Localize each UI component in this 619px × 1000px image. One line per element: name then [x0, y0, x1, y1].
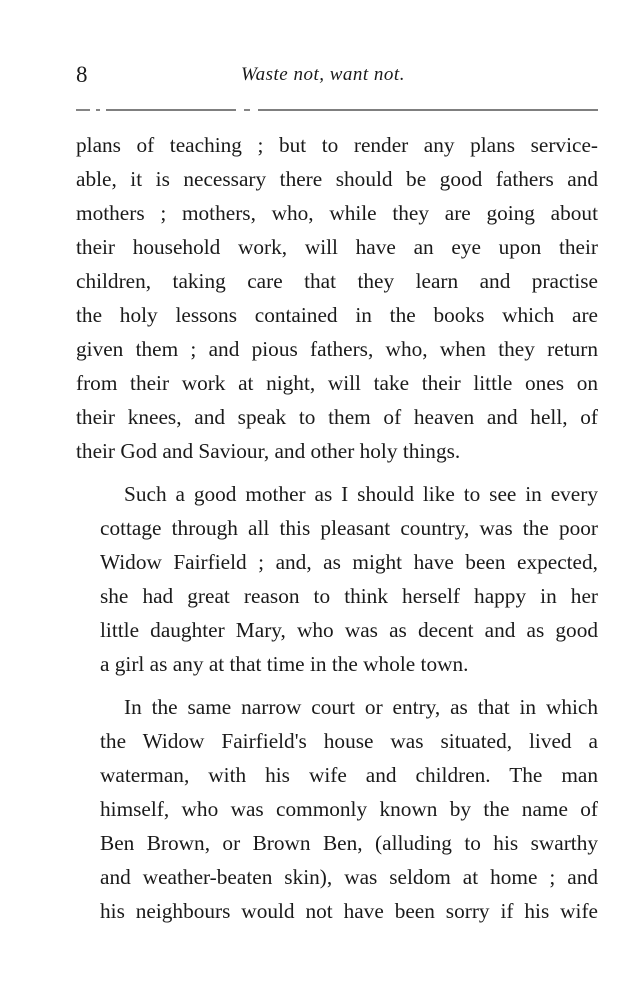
text-line: and weather-beaten skin), was seldom at home ; and: [100, 865, 598, 889]
text-line: cottage through all this pleasant country, was the poor: [100, 516, 598, 540]
text-line: Widow Fairfield ; and, as might have been expected,: [100, 550, 598, 574]
text-line: their God and Saviour, and other holy things.: [76, 439, 461, 463]
header-rule: [76, 108, 598, 112]
text-line: from their work at night, will take their little ones on: [76, 371, 598, 395]
text-line: himself, who was commonly known by the name of: [100, 797, 598, 821]
text-line: able, it is necessary there should be good fathers and: [76, 167, 598, 191]
running-title: Waste not, want not.: [241, 64, 405, 85]
text-line: waterman, with his wife and children. The man: [100, 763, 598, 787]
paragraph-3: [76, 690, 598, 928]
text-line: plans of teaching ; but to render any plans service-: [76, 133, 598, 157]
text-line: his neighbours would not have been sorry if his wife: [100, 899, 598, 923]
text-line: their household work, will have an eye upon their: [76, 235, 598, 259]
page-header: [76, 62, 598, 92]
body-text: [76, 128, 598, 937]
page-number: 8: [76, 62, 88, 87]
text-line: children, taking care that they learn and practise: [76, 269, 598, 293]
text-line: Such a good mother as I should like to see in every: [124, 482, 598, 506]
paragraph-2: [76, 477, 598, 681]
text-line: mothers ; mothers, who, while they are going about: [76, 201, 598, 225]
text-line: she had great reason to think herself happy in her: [100, 584, 598, 608]
text-line: Ben Brown, or Brown Ben, (alluding to his swarthy: [100, 831, 598, 855]
text-line: the holy lessons contained in the books which are: [76, 303, 598, 327]
text-line: given them ; and pious fathers, who, when they return: [76, 337, 598, 361]
text-line: the Widow Fairfield's house was situated, lived a: [100, 729, 598, 753]
text-line: a girl as any at that time in the whole town.: [100, 652, 469, 676]
text-line: In the same narrow court or entry, as that in which: [124, 695, 598, 719]
text-line: little daughter Mary, who was as decent and as good: [100, 618, 598, 642]
paragraph-1: [76, 128, 598, 468]
text-line: their knees, and speak to them of heaven and hell, of: [76, 405, 598, 429]
header-rule-line: [76, 108, 598, 112]
